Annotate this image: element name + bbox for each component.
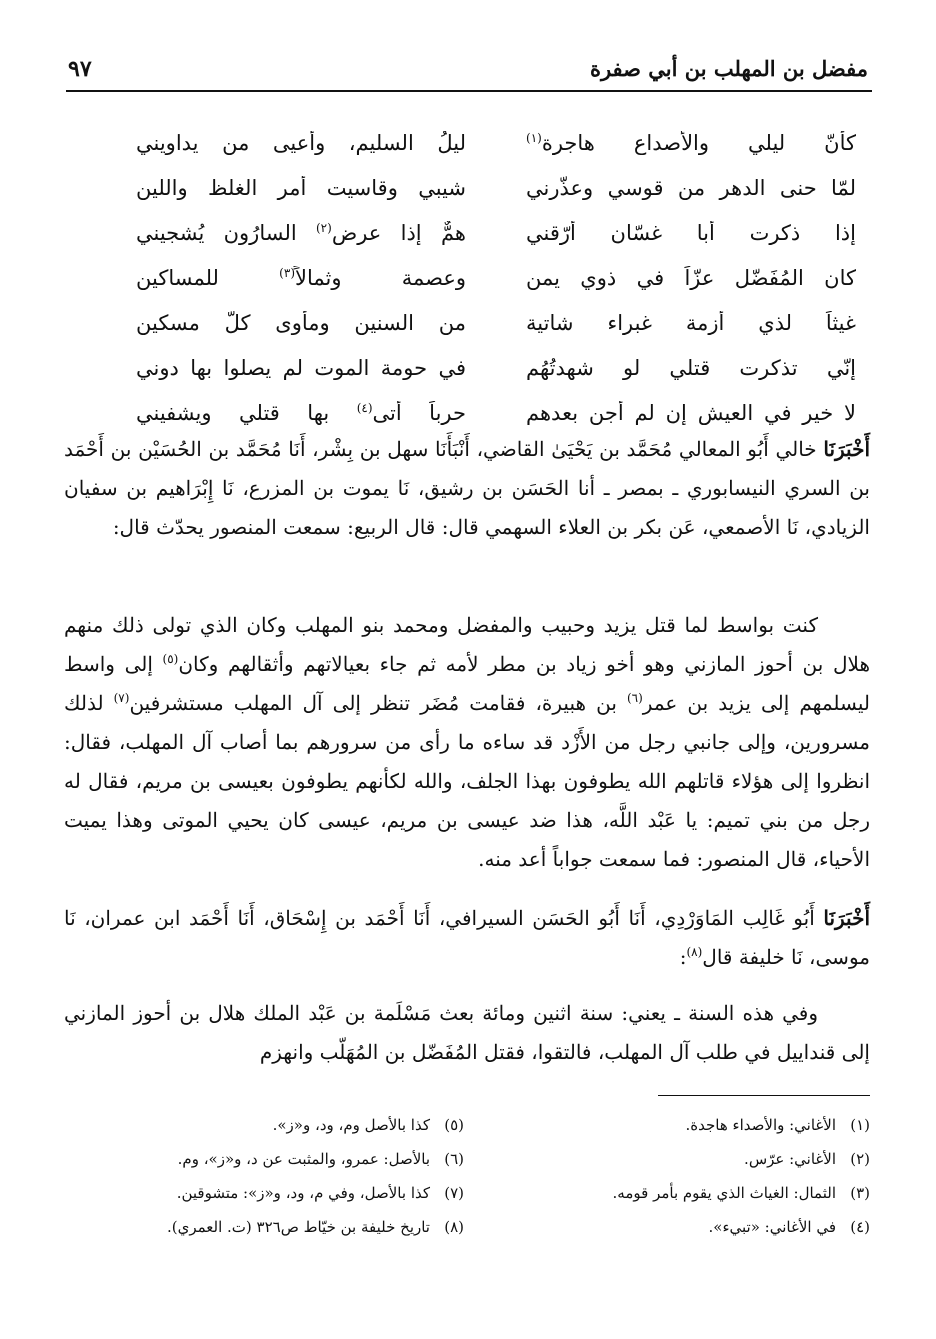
paragraph-year-102: وفي هذه السنة ـ يعني: سنة اثنين ومائة بعث مَسْلَمة بن عَبْد الملك هلال بن أحوز المازني إلى قنداييل في طلب آل المهلب، فالتقوا، فقتل المُفَضّل بن المُهَلّب وانهزم <box>64 1001 870 1064</box>
verse-ajuz: همٌّ إذا عرض$^{(٢)}$ السارُون يُشجيني <box>136 220 466 245</box>
footnote-number: (٦) <box>444 1150 464 1168</box>
footnote-rule <box>658 1095 870 1096</box>
verse-sadr: لا خير في العيش إن لم أجن بعدهم <box>526 400 856 425</box>
footnote-number: (٨) <box>444 1218 464 1236</box>
verse-sadr: لمّا حنى الدهر من قوسي وعذّرني <box>526 175 856 200</box>
footnote-number: (٤) <box>850 1218 870 1236</box>
verse-sadr: غيثاً لذي أزمة غبراء شاتية <box>526 310 856 335</box>
akhbarana-keyword: أَخْبَرَنَا <box>823 906 870 930</box>
verse-ajuz: شيبي وقاسيت أمر الغلظ واللين <box>136 175 466 200</box>
footnote-number: (٥) <box>444 1116 464 1134</box>
verse-ajuz: من السنين ومأوى كلّ مسكين <box>136 310 466 335</box>
footnote: (٢)الأغاني: عرّس. <box>480 1142 870 1176</box>
footnote: (٤)في الأغاني: «تبيء». <box>480 1210 870 1244</box>
verse-ajuz: ليلُ السليم، وأعيى من يداويني <box>136 130 466 155</box>
header-rule <box>66 90 872 92</box>
footnote: (٧)كذا بالأصل، وفي م، ود، و«ز»: متشوقين. <box>64 1176 464 1210</box>
footnote: (٦)بالأصل: عمرو، والمثبت عن د، و«ز»، وم. <box>64 1142 464 1176</box>
footnote-number: (٣) <box>850 1184 870 1202</box>
footnote-number: (٧) <box>444 1184 464 1202</box>
verse <box>136 120 856 165</box>
verse-sadr: إنّي تذكرت قتلي لو شهدتُهُم <box>526 355 856 380</box>
verse <box>136 255 856 300</box>
footnote: (٨)تاريخ خليفة بن خيّاط ص٣٢٦ (ت. العمري). <box>64 1210 464 1244</box>
footnotes-left-column <box>64 1108 464 1244</box>
paragraph-narrative: كنت بواسط لما قتل يزيد وحبيب والمفضل ومحمد بنو المهلب وكان الذي تولى ذلك منهم هلال بن أحوز المازني وهو أخو زياد بن مطر لأمه ثم جاء بعيالاتهم وأثقالهم وكان$^{(٥)}$ إلى واسط ليسلمهم إلى يزيد بن عمر$^{(٦)}$ بن هبيرة، فقامت مُضَر تنظر إلى آل المهلب مستشرفين$^{(٧)}$ لذلك مسرورين، وإلى جانبي رجل من الأَزْد قد ساءه ما رأى من سرورهم بما أصاب آل المهلب، فقال: انظروا إلى هؤلاء قاتلهم الله يطوفون بهذا الجلف، والله لكأنهم يطوفون بعيسى بن مريم، فقال له رجل من بني تميم: يا عَبْد اللَّه، هذا ضد عيسى بن مريم، عيسى كان يحيي الموتى وهذا يميت الأحياء، قال المنصور: فما سمعت جواباً أعد منه. <box>64 613 871 871</box>
footnote-number: (٢) <box>850 1150 870 1168</box>
footnote-ref: (١) <box>526 130 542 145</box>
footnotes <box>64 1108 870 1244</box>
poem <box>136 120 856 435</box>
footnotes-right-column <box>480 1108 870 1244</box>
footnote-ref: (٣) <box>279 265 295 280</box>
verse-sadr: إذا ذكرت أبا غسّان أرّقني <box>526 220 856 245</box>
verse <box>136 390 856 435</box>
verse <box>136 345 856 390</box>
footnote: (٥)كذا بالأصل وم، ود، و«ز». <box>64 1108 464 1142</box>
footnote-ref: (٧) <box>113 691 130 705</box>
footnote: (٣)الثمال: الغياث الذي يقوم بأمر قومه. <box>480 1176 870 1210</box>
verse <box>136 300 856 345</box>
footnote-ref: (٨) <box>686 945 703 959</box>
verse <box>136 165 856 210</box>
running-head: مفضل بن المهلب بن أبي صفرة <box>589 56 868 81</box>
verse-sadr: كأنّ ليلي والأصداع هاجرة$^{(١)}$ <box>526 130 856 155</box>
verse-sadr: كان المُفَضّل عزّاً في ذوي يمنٍ <box>526 265 856 290</box>
footnote-ref: (٤) <box>356 400 373 415</box>
paragraph-text: خالي أَبُو المعالي مُحَمَّد بن يَحْيَىٰ القاضي، أَنْبَأَنَا سهل بن بِشْر، أَنَا مُحَمَّد بن الحُسَيْن بن أَحْمَد بن السري النيسابوري ـ بمصر ـ أنا الحَسَن بن رشيق، نَا يموت بن المزرع، نَا إِبْرَاهيم بن سفيان الزيادي، نَا الأصمعي، عَن بكر بن العلاء السهمي قال: قال الربيع: سمعت المنصور يحدّث قال: <box>64 437 870 539</box>
paragraph-isnad-2: أَخْبَرَنَا أَبُو غَالِب المَاوَرْدِي، أَنَا أَبُو الحَسَن السيرافي، أَنَا أَحْمَد بن إِسْحَاق، أَنَا أَحْمَد ابن عمران، نَا موسى، نَا خليفة قال$^{(٨)}$: <box>64 906 870 969</box>
verse-ajuz: حرباً أتى$^{(٤)}$ بها قتلي ويشفيني <box>136 400 466 425</box>
footnote-number: (١) <box>850 1116 870 1134</box>
akhbarana-keyword: أَخْبَرَنَا <box>823 437 870 461</box>
paragraph-isnad-1 <box>64 430 870 547</box>
verse <box>136 210 856 255</box>
page-number: ٩٧ <box>68 56 92 82</box>
footnote-ref: (٢) <box>315 220 332 235</box>
verse-ajuz: في حومة الموت لم يصلوا بها دوني <box>136 355 466 380</box>
footnote-ref: (٦) <box>626 691 643 705</box>
footnote-ref: (٥) <box>162 652 179 666</box>
footnote: (١)الأغاني: والأصداء هاجدة. <box>480 1108 870 1142</box>
verse-ajuz: وعصمة وثمالاً$^{(٣)}$ للمساكين <box>136 265 466 290</box>
